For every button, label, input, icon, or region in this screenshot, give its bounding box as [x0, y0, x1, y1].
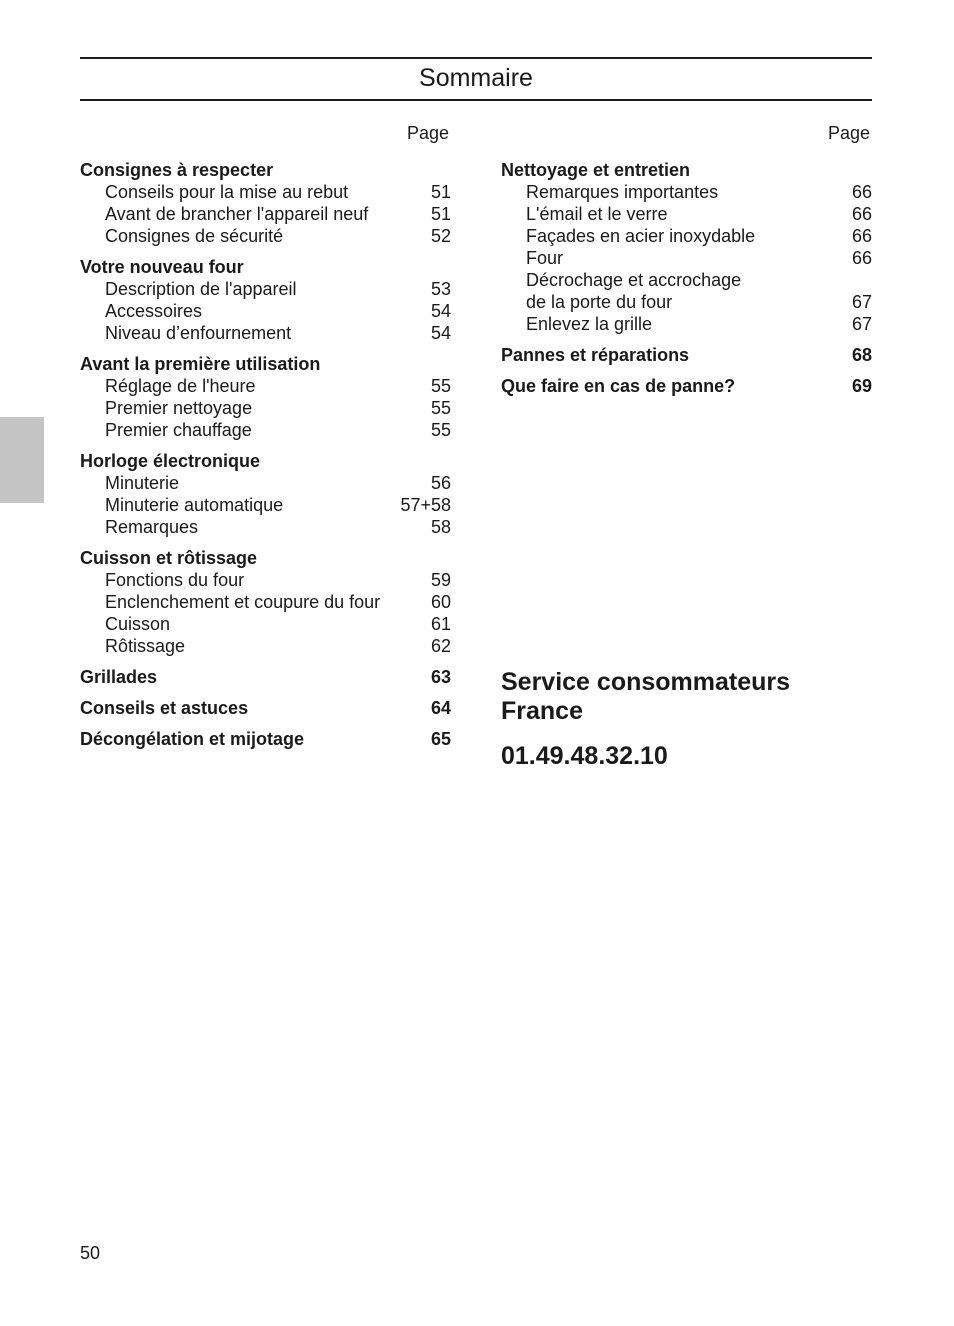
toc-page-number: 51 [430, 204, 451, 224]
toc-section [80, 728, 451, 750]
toc-entry-label: Accessoires [105, 301, 203, 321]
toc-entry-label: Avant de brancher l'appareil neuf [105, 204, 369, 224]
service-phone-number: 01.49.48.32.10 [501, 742, 668, 770]
toc-entry[interactable] [80, 591, 451, 613]
toc-list-left [80, 159, 451, 750]
page-title: Sommaire [419, 64, 533, 92]
service-title-line: France [501, 697, 583, 725]
toc-section [501, 344, 872, 366]
toc-entry-label: Enlevez la grille [526, 314, 653, 334]
toc-page-number: 54 [430, 301, 451, 321]
toc-entry[interactable] [501, 313, 872, 335]
toc-entry[interactable] [80, 278, 451, 300]
toc-section [501, 159, 872, 335]
toc-page-number: 64 [430, 698, 451, 718]
toc-page-number: 54 [430, 323, 451, 343]
toc-entry-label: Fonctions du four [105, 570, 245, 590]
toc-page-number: 69 [851, 376, 872, 396]
toc-entry-label: Niveau d’enfournement [105, 323, 292, 343]
toc-section-heading[interactable] [80, 728, 451, 750]
title-rule-bottom [80, 99, 872, 101]
toc-entry[interactable] [501, 181, 872, 203]
toc-section [80, 353, 451, 441]
toc-heading-label: Horloge électronique [80, 451, 261, 471]
toc-page-number: 66 [851, 248, 872, 268]
toc-entry[interactable] [80, 472, 451, 494]
toc-entry-label: Premier chauffage [105, 420, 252, 440]
toc-column-left [80, 122, 451, 759]
toc-entry-label: de la porte du four [526, 292, 673, 312]
toc-column-right [501, 122, 872, 406]
toc-page-number: 62 [430, 636, 451, 656]
toc-page-number: 66 [851, 226, 872, 246]
toc-heading-label: Votre nouveau four [80, 257, 244, 277]
toc-page-number: 55 [430, 420, 451, 440]
toc-entry-label: L'émail et le verre [526, 204, 668, 224]
toc-page-number: 61 [430, 614, 451, 634]
toc-entry-label: Minuterie [105, 473, 180, 493]
toc-entry[interactable] [80, 375, 451, 397]
side-thumb-tab [0, 417, 44, 503]
toc-entry[interactable] [80, 300, 451, 322]
toc-page-number: 57+58 [400, 495, 451, 515]
toc-entry-label: Consignes de sécurité [105, 226, 284, 246]
toc-page-number: 53 [430, 279, 451, 299]
toc-page-number: 59 [430, 570, 451, 590]
toc-page-number: 66 [851, 204, 872, 224]
toc-page-number: 60 [430, 592, 451, 612]
toc-section [501, 375, 872, 397]
toc-entry-label: Premier nettoyage [105, 398, 253, 418]
toc-heading-label: Cuisson et rôtissage [80, 548, 258, 568]
toc-page-number: 68 [851, 345, 872, 365]
toc-entry[interactable] [80, 181, 451, 203]
toc-entry[interactable] [80, 225, 451, 247]
toc-section [80, 697, 451, 719]
toc-entry[interactable] [80, 569, 451, 591]
toc-section-heading[interactable] [80, 450, 451, 472]
toc-section-heading[interactable] [80, 697, 451, 719]
toc-page-number: 63 [430, 667, 451, 687]
toc-section [80, 547, 451, 657]
toc-entry[interactable] [80, 322, 451, 344]
toc-entry-label: Conseils pour la mise au rebut [105, 182, 349, 202]
toc-page-number: 67 [851, 292, 872, 312]
toc-section-heading[interactable] [501, 375, 872, 397]
toc-section-heading[interactable] [80, 353, 451, 375]
toc-entry-label: Remarques [105, 517, 199, 537]
toc-entry[interactable] [80, 494, 451, 516]
toc-entry[interactable] [80, 203, 451, 225]
toc-heading-label: Pannes et réparations [501, 345, 690, 365]
toc-entry[interactable] [80, 635, 451, 657]
toc-entry-label: Réglage de l'heure [105, 376, 256, 396]
toc-section-heading[interactable] [80, 547, 451, 569]
toc-heading-label: Consignes à respecter [80, 160, 274, 180]
toc-heading-label: Décongélation et mijotage [80, 729, 305, 749]
toc-page-number: 51 [430, 182, 451, 202]
toc-entry[interactable] [80, 397, 451, 419]
toc-page-number: 65 [430, 729, 451, 749]
toc-section-heading[interactable] [80, 666, 451, 688]
toc-entry[interactable] [501, 291, 872, 313]
toc-section [80, 666, 451, 688]
toc-section [80, 256, 451, 344]
toc-heading-label: Grillades [80, 667, 158, 687]
customer-service-block [501, 668, 881, 771]
toc-entry-label: Façades en acier inoxydable [526, 226, 756, 246]
toc-page-number: 55 [430, 398, 451, 418]
page-column-header: Page [827, 123, 870, 143]
toc-section-heading[interactable] [80, 256, 451, 278]
toc-entry-label: Remarques importantes [526, 182, 719, 202]
service-title-line: Service consommateurs [501, 668, 791, 696]
toc-page-number: 52 [430, 226, 451, 246]
toc-page-number: 56 [430, 473, 451, 493]
toc-entry-label: Rôtissage [105, 636, 186, 656]
toc-entry[interactable] [501, 247, 872, 269]
service-title [501, 668, 881, 726]
toc-entry[interactable] [80, 613, 451, 635]
toc-entry-label: Minuterie automatique [105, 495, 284, 515]
page-number: 50 [80, 1243, 101, 1263]
toc-entry-label: Cuisson [105, 614, 171, 634]
toc-heading-label: Nettoyage et entretien [501, 160, 691, 180]
toc-page-number: 58 [430, 517, 451, 537]
toc-heading-label: Conseils et astuces [80, 698, 249, 718]
toc-heading-label: Avant la première utilisation [80, 354, 321, 374]
toc-section [80, 159, 451, 247]
toc-section-heading[interactable] [80, 159, 451, 181]
toc-page-number: 66 [851, 182, 872, 202]
toc-page-number: 67 [851, 314, 872, 334]
toc-entry[interactable] [501, 225, 872, 247]
title-rule-top [80, 57, 872, 59]
toc-list-right [501, 159, 872, 397]
page-column-header: Page [406, 123, 449, 143]
toc-section [80, 450, 451, 538]
toc-entry[interactable] [80, 419, 451, 441]
toc-page-number: 55 [430, 376, 451, 396]
toc-section-heading[interactable] [501, 159, 872, 181]
toc-section-heading[interactable] [501, 344, 872, 366]
toc-entry[interactable] [80, 516, 451, 538]
toc-entry-label: Four [526, 248, 564, 268]
toc-heading-label: Que faire en cas de panne? [501, 376, 736, 396]
toc-entry-label: Description de l'appareil [105, 279, 297, 299]
toc-entry[interactable] [501, 203, 872, 225]
toc-entry-label: Décrochage et accrochage [526, 270, 742, 290]
toc-entry[interactable] [501, 269, 872, 291]
toc-entry-label: Enclenchement et coupure du four [105, 592, 381, 612]
